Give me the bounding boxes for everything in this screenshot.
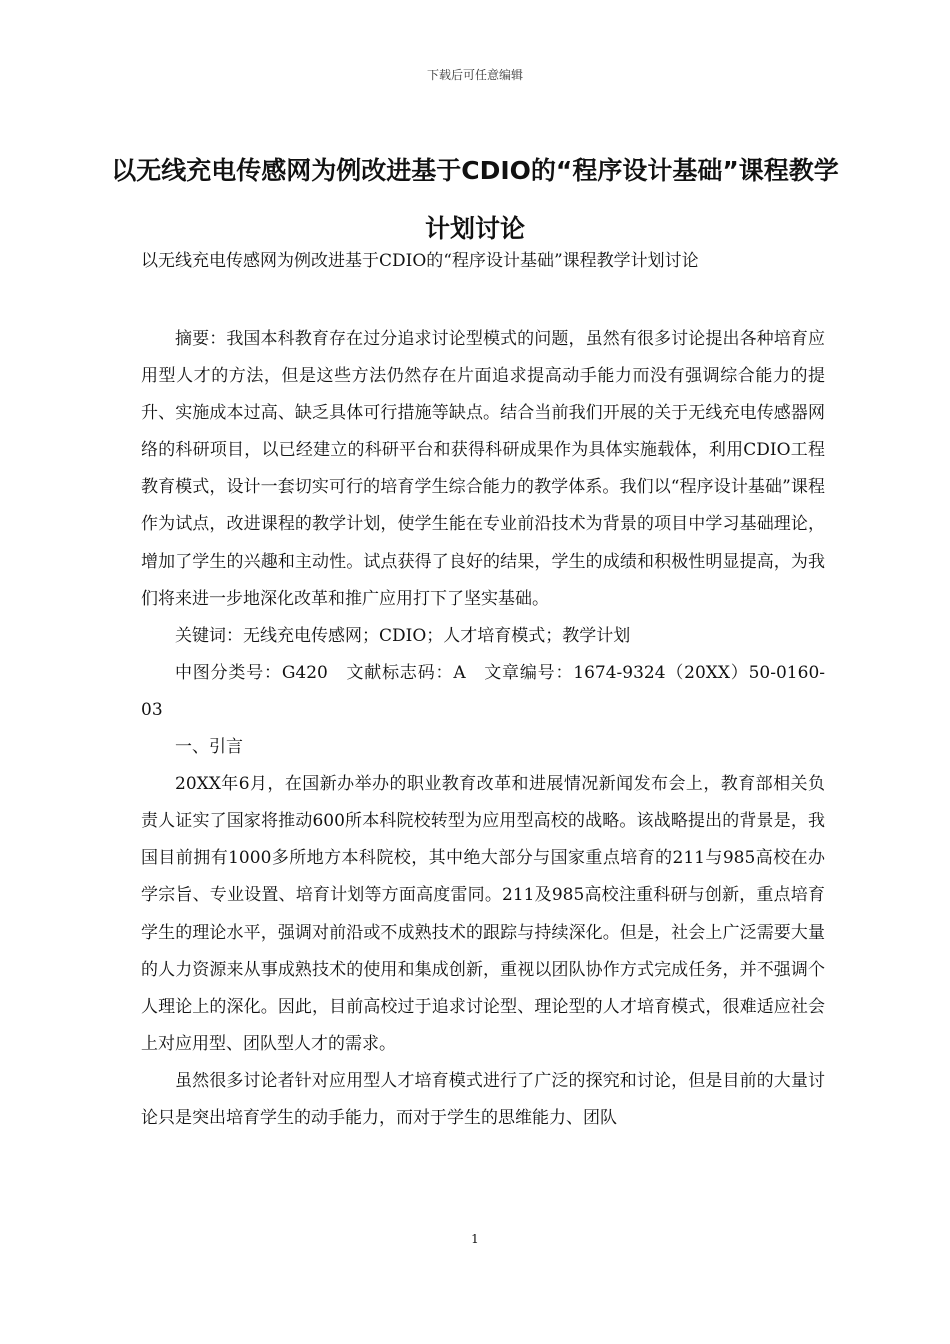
section-heading-introduction: 一、引言: [175, 737, 243, 758]
document-subtitle: 以无线充电传感网为例改进基于CDIO的“程序设计基础”课程教学计划讨论: [141, 251, 699, 271]
intro-paragraph-2: 虽然很多讨论者针对应用型人才培育模式进行了广泛的探究和讨论，但是目前的大量讨论只是突出培育学生的动手能力，而对于学生的思维能力、团队: [141, 1070, 825, 1128]
document-title: 以无线充电传感网为例改进基于CDIO的“程序设计基础”课程教学计划讨论: [111, 156, 839, 243]
intro-paragraph-1: 20XX年6月，在国新办举办的职业教育改革和进展情况新闻发布会上，教育部相关负责人证实了国家将推动600所本科院校转型为应用型高校的战略。该战略提出的背景是，我国目前拥有1000多所地方本科院校，其中绝大部分与国家重点培育的211与985高校在办学宗旨、专业设置、培育计划等方面高度雷同。211及985高校注重科研与创新，重点培育学生的理论水平，强调对前沿或不成熟技术的跟踪与持续深化。但是，社会上广泛需要大量的人力资源来从事成熟技术的使用和集成创新，重视以团队协作方式完成任务，并不强调个人理论上的深化。因此，目前高校过于追求讨论型、理论型的人才培育模式，很难适应社会上对应用型、团队型人才的需求。: [141, 774, 825, 1054]
classification-paragraph: 中图分类号：G420 文献标志码：A 文章编号：1674-9324（20XX）50-0160-03: [141, 662, 825, 720]
keywords-paragraph: 关键词：无线充电传感网；CDIO；人才培育模式；教学计划: [175, 625, 631, 646]
document-body: [141, 321, 825, 1137]
abstract-paragraph: 摘要：我国本科教育存在过分追求讨论型模式的问题，虽然有很多讨论提出各种培育应用型人才的方法，但是这些方法仍然存在片面追求提高动手能力而没有强调综合能力的提升、实施成本过高、缺乏具体可行措施等缺点。结合当前我们开展的关于无线充电传感器网络的科研项目，以已经建立的科研平台和获得科研成果作为具体实施载体，利用CDIO工程教育模式，设计一套切实可行的培育学生综合能力的教学体系。我们以“程序设计基础”课程作为试点，改进课程的教学计划，使学生能在专业前沿技术为背景的项目中学习基础理论，增加了学生的兴趣和主动性。试点获得了良好的结果，学生的成绩和积极性明显提高，为我们将来进一步地深化改革和推广应用打下了坚实基础。: [141, 329, 825, 609]
page-number: 1: [471, 1232, 479, 1246]
header-note: 下载后可任意编辑: [426, 68, 523, 82]
